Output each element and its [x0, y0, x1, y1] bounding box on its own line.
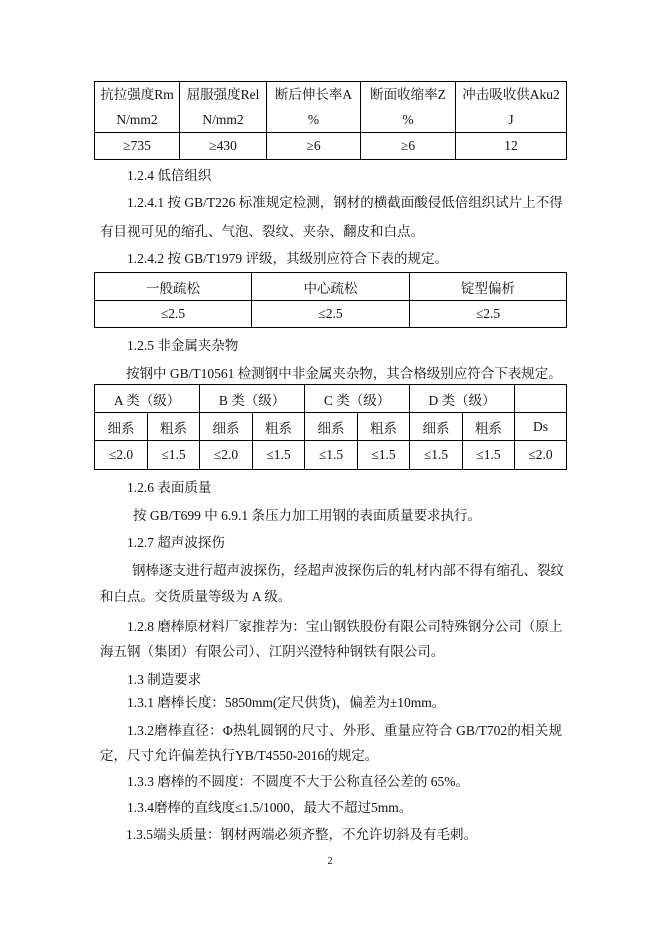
paragraph-1-3-5: 1.3.5端头质量：钢材两端必须齐整，不允许切斜及有毛刺。 [126, 827, 477, 842]
header-cell-yield [180, 82, 267, 133]
table-header-row [95, 82, 567, 133]
section-heading-1-2-6: 1.2.6 表面质量 [127, 480, 212, 495]
macrostructure-table [94, 272, 567, 328]
value-cell: ≤2.0 [515, 441, 567, 470]
subheader-cell: 细系 [305, 413, 358, 441]
subheader-cell: 粗系 [358, 413, 410, 441]
value-cell: ≤2.0 [95, 441, 148, 470]
paragraph-1-3-4: 1.3.4磨棒的直线度≤1.5/1000，最大不超过5mm。 [127, 800, 413, 815]
group-cell-d: D 类（级） [410, 385, 515, 413]
paragraph-1-2-7-line1: 钢棒逐支进行超声波探伤，经超声波探伤后的轧材内部不得有缩孔、裂纹 [132, 563, 564, 578]
subheader-cell: 细系 [200, 413, 253, 441]
group-cell-empty [515, 385, 567, 413]
value-cell: 12 [456, 133, 567, 160]
paragraph-1-2-8-line1: 1.2.8 磨棒原材料厂家推荐为：宝山钢铁股份有限公司特殊钢分公司（原上 [127, 619, 563, 634]
mechanical-properties-table [94, 81, 567, 160]
table-row [95, 441, 567, 470]
paragraph-1-3-1: 1.3.1 磨棒长度：5850mm(定尺供货)，偏差为±10mm。 [127, 695, 446, 710]
value-cell: ≤1.5 [253, 441, 305, 470]
header-label: 屈服强度Rel [186, 87, 260, 102]
paragraph-1-3-3: 1.3.3 磨棒的不圆度：不圆度不大于公称直径公差的 65%。 [127, 774, 469, 789]
page-number: 2 [327, 856, 333, 867]
subheader-cell: 粗系 [253, 413, 305, 441]
section-heading-1-2-5: 1.2.5 非金属夹杂物 [127, 338, 239, 353]
value-cell: ≤2.5 [252, 301, 410, 328]
value-cell: ≤1.5 [305, 441, 358, 470]
group-cell-c: C 类（级） [305, 385, 410, 413]
table-row [95, 301, 567, 328]
paragraph-1-3-2-line2: 定，尺寸允许偏差执行YB/T4550-2016的规定。 [100, 748, 379, 763]
paragraph-1-2-6: 按 GB/T699 中 6.9.1 条压力加工用钢的表面质量要求执行。 [133, 508, 482, 523]
subheader-cell: 细系 [95, 413, 148, 441]
subheader-cell: 细系 [410, 413, 463, 441]
value-cell: ≤2.5 [410, 301, 567, 328]
group-cell-b: B 类（级） [200, 385, 305, 413]
header-cell: 中心疏松 [252, 273, 410, 301]
header-cell-reduction [361, 82, 456, 133]
value-cell: ≥6 [361, 133, 456, 160]
header-unit: N/mm2 [116, 112, 158, 127]
header-cell: 锭型偏析 [410, 273, 567, 301]
value-cell: ≥430 [180, 133, 267, 160]
header-unit: % [307, 112, 320, 127]
header-cell: 一般疏松 [95, 273, 252, 301]
value-cell: ≤1.5 [148, 441, 200, 470]
table-row [95, 133, 567, 160]
paragraph-1-2-4-2: 1.2.4.2 按 GB/T1979 评级，其级别应符合下表的规定。 [127, 251, 449, 266]
header-unit: % [402, 112, 414, 127]
header-label: 断面收缩率Z [370, 87, 446, 102]
value-cell: ≤1.5 [410, 441, 463, 470]
subheader-cell: 粗系 [463, 413, 515, 441]
section-heading-1-2-4: 1.2.4 低倍组织 [127, 168, 212, 183]
value-cell: ≤2.5 [95, 301, 252, 328]
value-cell: ≥6 [267, 133, 361, 160]
value-cell: ≤1.5 [358, 441, 410, 470]
header-cell-tensile [95, 82, 180, 133]
header-label: 冲击吸收供Aku2 [462, 87, 560, 102]
header-cell-elongation [267, 82, 361, 133]
paragraph-1-2-4-1-line1: 1.2.4.1 按 GB/T226 标准规定检测，钢材的横截面酸侵低倍组织试片上不得 [127, 195, 563, 210]
paragraph-1-3-2-line1: 1.3.2磨棒直径：Φ热轧圆钢的尺寸、外形、重量应符合 GB/T702的相关规 [127, 723, 562, 738]
subheader-cell: 粗系 [148, 413, 200, 441]
header-label: 断后伸长率A [274, 87, 353, 102]
section-heading-1-3: 1.3 制造要求 [127, 672, 202, 687]
paragraph-1-2-5: 按钢中 GB/T10561 检测钢中非金属夹杂物，其合格级别应符合下表规定。 [126, 366, 562, 381]
table-header-row [95, 273, 567, 301]
inclusions-table [94, 384, 567, 470]
header-label: 抗拉强度Rm [100, 87, 174, 102]
header-unit: J [508, 112, 514, 127]
header-cell-impact [456, 82, 567, 133]
value-cell: ≥735 [95, 133, 180, 160]
subheader-cell-ds: Ds [515, 413, 567, 441]
table-header-row [95, 413, 567, 441]
paragraph-1-2-7-line2: 和白点。交货质量等级为 A 级。 [100, 589, 292, 604]
paragraph-1-2-4-1-line2: 有目视可见的缩孔、气泡、裂纹、夹杂、翻皮和白点。 [100, 224, 424, 239]
header-unit: N/mm2 [202, 112, 244, 127]
section-heading-1-2-7: 1.2.7 超声波探伤 [127, 535, 225, 550]
paragraph-1-2-8-line2: 海五钢（集团）有限公司）、江阴兴澄特种钢铁有限公司。 [100, 644, 445, 659]
table-group-row [95, 385, 567, 413]
group-cell-a: A 类（级） [95, 385, 200, 413]
value-cell: ≤1.5 [463, 441, 515, 470]
value-cell: ≤2.0 [200, 441, 253, 470]
